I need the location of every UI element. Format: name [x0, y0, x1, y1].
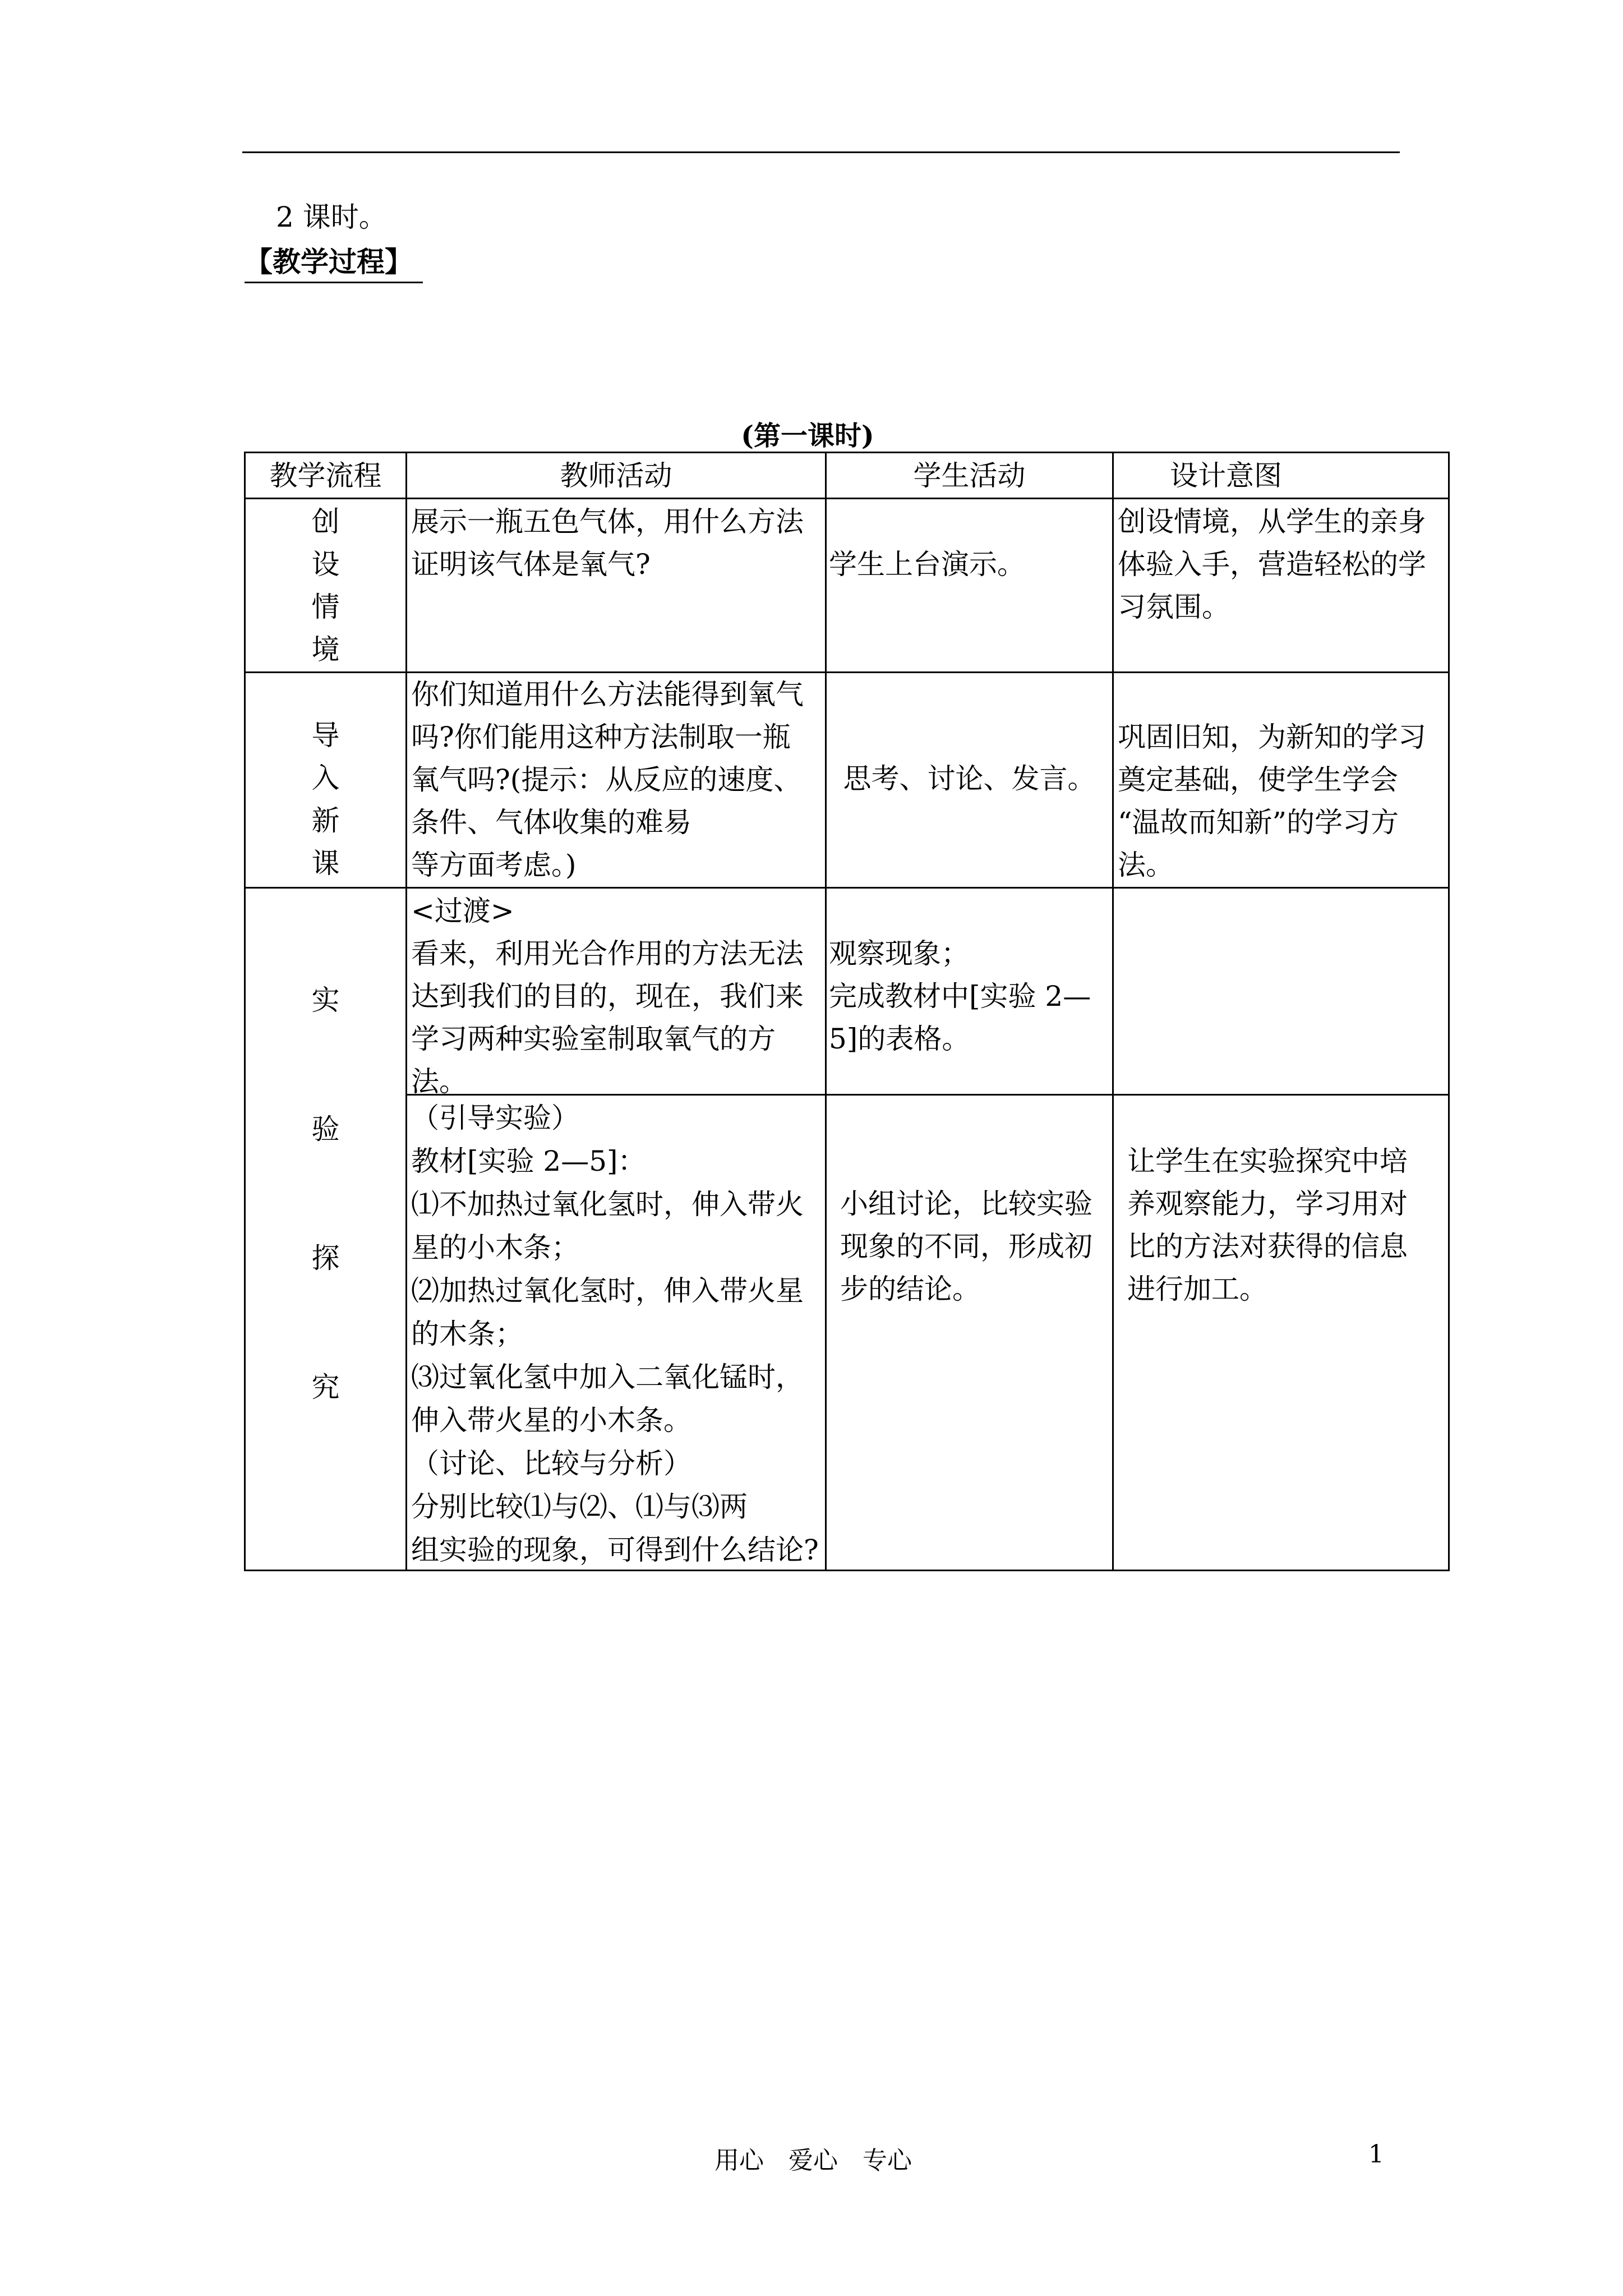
teacher-activity: （引导实验） 教材[实验 2—5]： ⑴不加热过氧化氢时，伸入带火 星的小木条； ⑵加热过氧化氢时，伸入带火星 的木条； ⑶过氧化氢中加入二氧化锰时， 伸入带火星的小木条。 （讨论、比较与分析） 分别比较⑴与⑵、⑴与⑶两 组实验的现象，可得到什么结论?	[411, 1102, 819, 1566]
table-rule	[244, 887, 1450, 889]
table-rule	[405, 452, 407, 1571]
design-intent: 巩固旧知，为新知的学习 奠定基础，使学生学会 “温故而知新”的学习方 法。	[1118, 721, 1426, 881]
teacher-activity: 展示一瓶五色气体，用什么方法 证明该气体是氧气?	[411, 505, 804, 581]
stage-label: 探	[311, 1242, 340, 1274]
header-cell: 学生活动	[913, 459, 1026, 492]
header-rule	[242, 151, 1400, 153]
student-activity: 观察现象； 完成教材中[实验 2— 5]的表格。	[829, 937, 1091, 1055]
student-activity: 学生上台演示。	[829, 548, 1025, 581]
table-caption: (第一课时)	[741, 420, 874, 452]
student-activity: 小组讨论，比较实验 现象的不同，形成初 步的结论。	[840, 1188, 1092, 1305]
stage-label: 究	[311, 1371, 340, 1404]
teacher-activity: <过渡> 看来，利用光合作用的方法无法 达到我们的目的，现在，我们来 学习两种实验室制取氧气的方法。	[411, 895, 804, 1098]
header-cell: 教学流程	[269, 459, 382, 492]
section-heading: 【教学过程】	[245, 242, 423, 283]
table-rule	[1112, 452, 1114, 1571]
stage-label: 导 入 新 课	[311, 719, 340, 880]
stage-label: 创 设 情 境	[311, 505, 340, 666]
page-number: 1	[1368, 2140, 1384, 2169]
student-activity: 思考、讨论、发言。	[843, 762, 1096, 795]
footer-motto: 用心 爱心 专心	[714, 2146, 912, 2175]
table-rule	[244, 498, 1450, 499]
class-hours-line: 2 课时。	[276, 201, 387, 233]
design-intent: 创设情境，从学生的亲身 体验入手，营造轻松的学 习氛围。	[1118, 505, 1426, 623]
header-cell: 教师活动	[560, 459, 672, 492]
stage-label: 实	[311, 984, 340, 1016]
stage-label: 验	[311, 1113, 340, 1145]
teacher-activity: 你们知道用什么方法能得到氧气 吗?你们能用这种方法制取一瓶 氧气吗?(提示：从反应的速度、 条件、气体收集的难易 等方面考虑。)	[411, 678, 804, 881]
design-intent: 让学生在实验探究中培 养观察能力，学习用对 比的方法对获得的信息 进行加工。	[1127, 1145, 1408, 1305]
table-border-right	[1448, 452, 1450, 1571]
table-border-top	[244, 452, 1450, 453]
header-cell: 设计意图	[1170, 459, 1282, 492]
